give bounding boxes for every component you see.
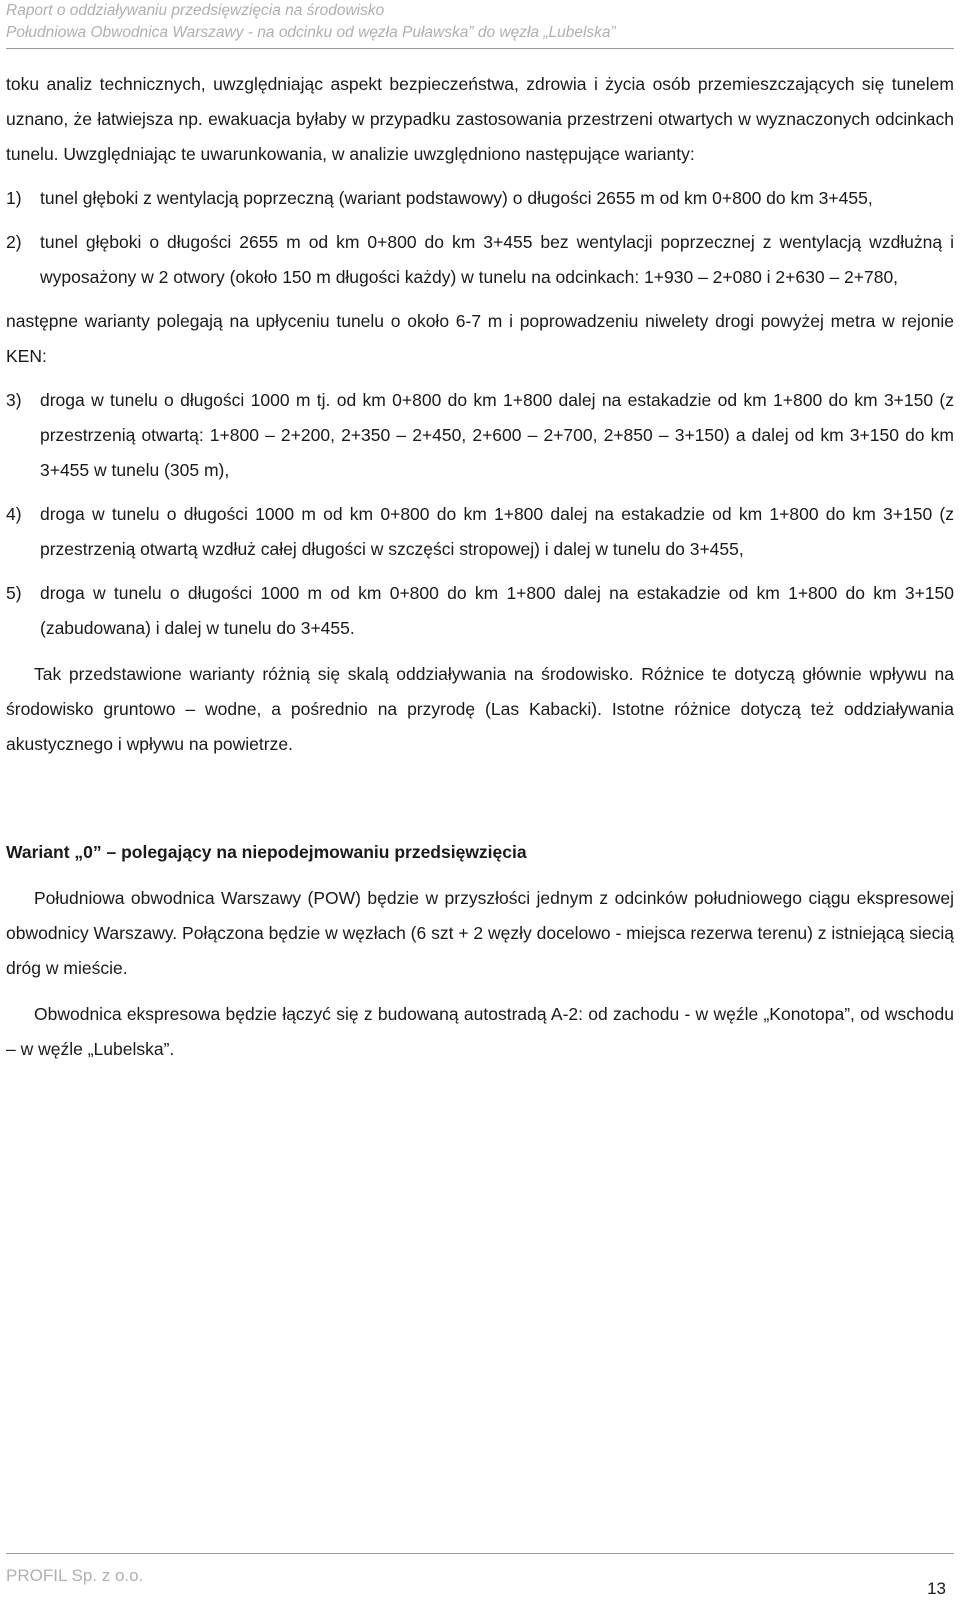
page-number: 13 (927, 1579, 946, 1598)
summary-paragraph: Tak przedstawione warianty różnią się skalą oddziaływania na środowisko. Różnice te dotyczą głównie wpływu na środowisko gruntowo – wodne, a pośrednio na przyrodę (Las Kabacki). Istotne różnice dotyczą też oddziaływania akustycznego i wpływu na powietrze. (6, 664, 954, 754)
list-text: tunel głęboki o długości 2655 m od km 0+800 do km 3+455 bez wentylacji poprzecznej z wentylacją wzdłużną i wyposażony w 2 otwory (około 150 m długości każdy) w tunelu na odcinkach: 1+930 – 2+080 i 2+630 – 2+780, (40, 232, 954, 287)
footer-company-name: PROFIL Sp. z o.o. (6, 1566, 144, 1585)
header-project-title: Południowa Obwodnica Warszawy - na odcinku od węzła Puławska” do węzła „Lubelska” (6, 24, 616, 41)
list-text: droga w tunelu o długości 1000 m od km 0+800 do km 1+800 dalej na estakadzie od km 1+800 do km 3+150 (z przestrzenią otwartą wzdłuż całej długości w szczęści stropowej) i dalej w tunelu do 3+455, (40, 504, 954, 559)
section-heading: Wariant „0” – polegający na niepodejmowaniu przedsięwzięcia (6, 842, 527, 862)
section-paragraph-1: Południowa obwodnica Warszawy (POW) będzie w przyszłości jednym z odcinków południowego ciągu ekspresowej obwodnicy Warszawy. Połączona będzie w węzłach (6 szt + 2 węzły docelowo - miejsca rezerwa terenu) z istniejącą siecią dróg w mieście. (6, 888, 954, 978)
list-item (6, 576, 954, 646)
document-body (6, 67, 954, 1067)
header-report-title: Raport o oddziaływaniu przedsięwzięcia na środowisko (6, 2, 385, 19)
list-text: droga w tunelu o długości 1000 m tj. od km 0+800 do km 1+800 dalej na estakadzie od km 1+800 do km 3+150 (z przestrzenią otwartą: 1+800 – 2+200, 2+350 – 2+450, 2+600 – 2+700, 2+850 – 3+150) a dalej od km 3+150 do km 3+455 w tunelu (305 m), (40, 390, 954, 480)
section-paragraph-2: Obwodnica ekspresowa będzie łączyć się z budowaną autostradą A-2: od zachodu - w węźle „Konotopa”, od wschodu – w węźle „Lubelska”. (6, 1004, 954, 1059)
list-text: tunel głęboki z wentylacją poprzeczną (wariant podstawowy) o długości 2655 m od km 0+800 do km 3+455, (40, 188, 873, 208)
list-item (6, 181, 954, 216)
list-item (6, 497, 954, 567)
page-header (6, 0, 954, 49)
intro-paragraph: toku analiz technicznych, uwzględniając aspekt bezpieczeństwa, zdrowia i życia osób przemieszczających się tunelem uznano, że łatwiejsza np. ewakuacja byłaby w przypadku zastosowania przestrzeni otwartych w wyznaczonych odcinkach tunelu. Uwzględniając te uwarunkowania, w analizie uwzględniono następujące warianty: (6, 74, 954, 164)
list-number: 5) (6, 583, 22, 603)
list-number: 3) (6, 390, 22, 410)
page-footer (6, 1553, 954, 1618)
middle-paragraph: następne warianty polegają na upłyceniu tunelu o około 6-7 m i poprowadzeniu niwelety drogi powyżej metra w rejonie KEN: (6, 311, 954, 366)
list-item (6, 225, 954, 295)
list-number: 4) (6, 504, 22, 524)
list-number: 1) (6, 188, 22, 208)
list-item (6, 383, 954, 488)
list-text: droga w tunelu o długości 1000 m od km 0+800 do km 1+800 dalej na estakadzie od km 1+800 do km 3+150 (zabudowana) i dalej w tunelu do 3+455. (40, 583, 954, 638)
list-number: 2) (6, 232, 22, 252)
